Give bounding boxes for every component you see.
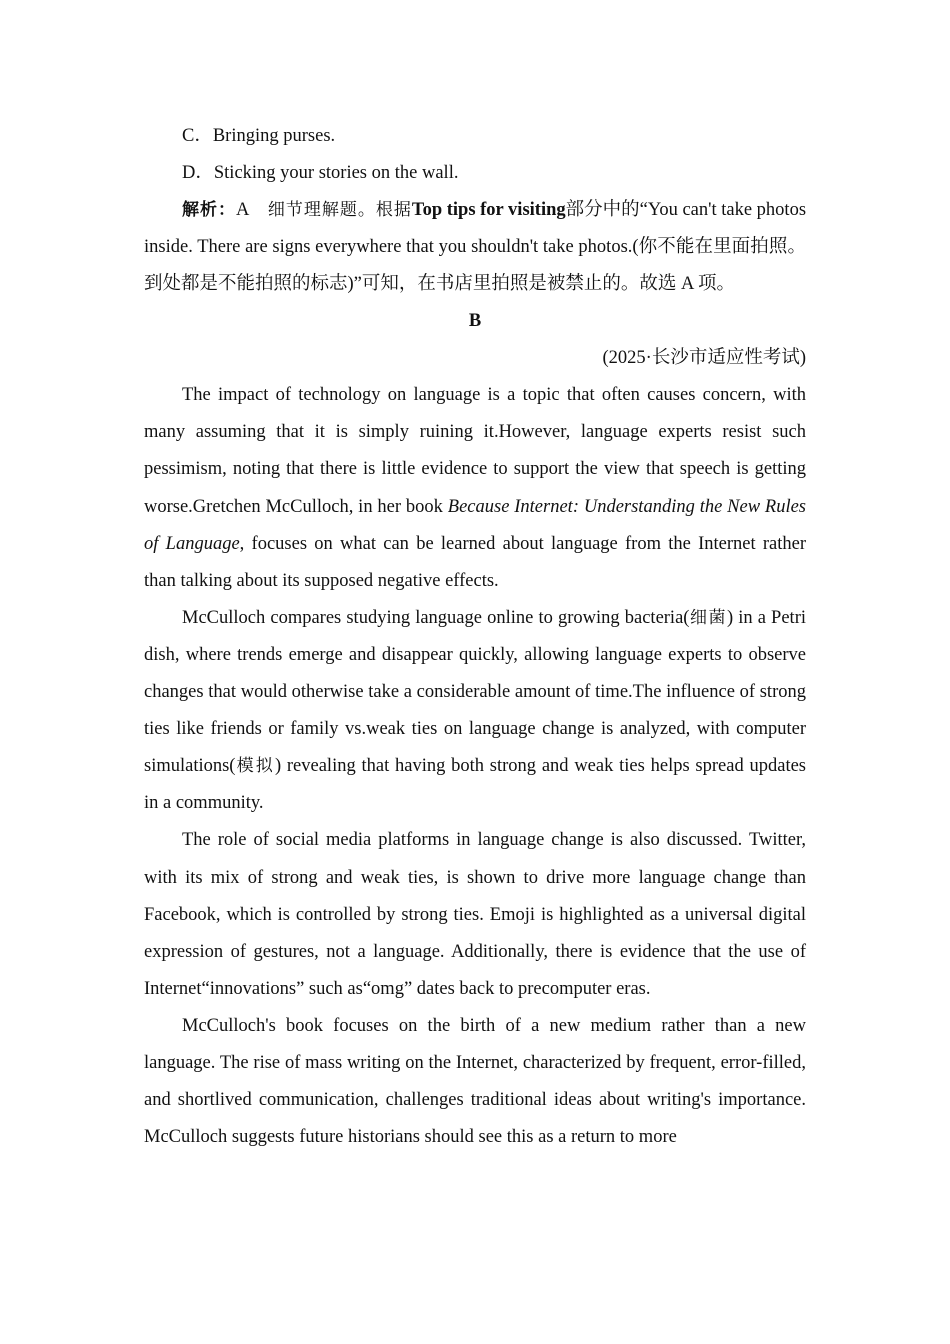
passage-paragraph-2 [144, 600, 806, 823]
option-d-label: D． [182, 163, 214, 183]
gloss-bacteria: 细菌 [689, 607, 727, 628]
option-d [144, 155, 806, 192]
analysis-section-ref: Top tips for visiting [411, 200, 566, 220]
p2-a: McCulloch compares studying language online to growing bacteria( [182, 607, 690, 628]
p2-c: ) revealing that having both strong and weak ties helps spread updates in a community. [144, 756, 807, 814]
analysis-part: 部分中的“You can't take photos inside. There are signs everywhere that you shouldn't take photos.(你不能在里面拍照。到处都是不能拍照的标志)”可知，在书店里拍照是被禁止的。故选 A 项。 [144, 200, 807, 295]
option-c-label: C． [182, 126, 213, 146]
option-c-text: Bringing purses. [212, 126, 336, 146]
book-title: Because Internet: Understanding the New Rules of Language [144, 496, 806, 554]
section-title: B [468, 311, 482, 332]
document-page [144, 118, 806, 1156]
p1-before: The impact of technology on language is a topic that often causes concern, with many assuming that it is simply ruining it.However, language experts resist such pessimism, noting that there is little evidence to support the view that speech is getting worse.Gretchen McCulloch, in her book [144, 385, 806, 517]
analysis-type: 细节理解题。根据 [267, 200, 412, 220]
analysis-label: 解析： [182, 200, 237, 220]
section-source: (2025·长沙市适应性考试) [602, 348, 806, 369]
passage-paragraph-1 [144, 377, 806, 600]
p1-after: , focuses on what can be learned about language from the Internet rather than talking about its supposed negative effects. [144, 533, 807, 591]
passage-paragraph-4: McCulloch's book focuses on the birth of a new medium rather than a new language. The rise of mass writing on the Internet, characterized by frequent, error-filled, and shortlived communication, challenges traditional ideas about writing's importance. McCulloch suggests future historians should see this as a return to more [144, 1015, 806, 1148]
option-d-text: Sticking your stories on the wall. [213, 163, 459, 183]
gloss-simulations: 模拟 [235, 756, 275, 777]
analysis-answer: A [236, 200, 250, 220]
p2-b: ) in a Petri dish, where trends emerge and disappear quickly, allowing language experts to observe changes that would otherwise take a considerable amount of time.The influence of strong ties like friends or family vs.weak ties on language change is analyzed, with computer simulations( [144, 607, 806, 777]
analysis-paragraph [144, 192, 806, 303]
passage-paragraph-3: The role of social media platforms in language change is also discussed. Twitter, with its mix of strong and weak ties, is shown to drive more language change than Facebook, which is controlled by strong ties. Emoji is highlighted as a universal digital expression of gestures, not a language. Additionally, there is evidence that the use of Internet“innovations” such as“omg” dates back to precomputer eras. [144, 830, 806, 999]
option-c [144, 118, 806, 155]
